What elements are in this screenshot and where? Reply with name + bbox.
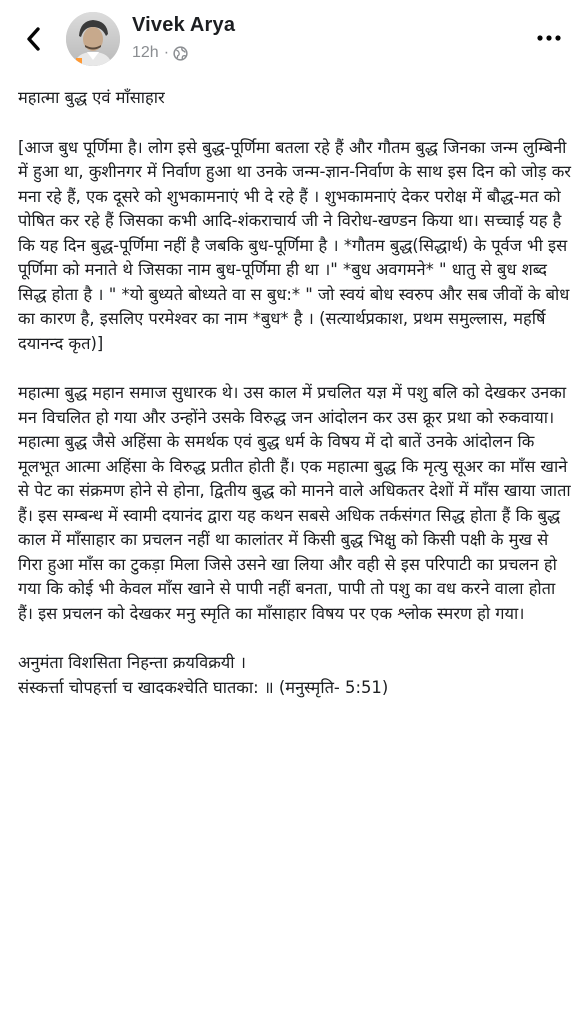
post-header (0, 0, 586, 76)
profile-photo (66, 12, 120, 66)
verse-line-2: संस्कर्त्ता चोपहर्त्ता च खादकश्चेति घातका: ॥ (मनुस्मृति- 5:51) (18, 677, 389, 697)
more-options-button[interactable] (534, 26, 564, 50)
avatar[interactable] (66, 12, 120, 66)
meta-separator: · (163, 44, 170, 61)
post-paragraph-1: [आज बुध पूर्णिमा है। लोग इसे बुद्ध-पूर्णिमा बतला रहे हैं और गौतम बुद्ध जिनका जन्म लुम्बिनी में हुआ था, कुशीनगर में निर्वाण हुआ था उनके जन्म-ज्ञान-निर्वाण के साथ इस दिन को जोड़ कर मना रहे हैं, एक दूसरे को शुभकामनाएं भी दे रहे हैं । शुभकामनाएं देकर परोक्ष में बौद्ध-मत को पोषित कर रहे हैं जिसका कभी आदि-शंकराचार्य जी ने विरोध-खण्डन किया था। सच्चाई यह है कि यह दिन बुद्ध-पूर्णिमा नहीं है जबकि बुध-पूर्णिमा है । *गौतम बुद्ध(सिद्धार्थ) के पूर्वज भी इस पूर्णिमा को मनाते थे जिसका नाम बुध-पूर्णिमा ही था ।" *बुध अवगमने* " धातु से बुध शब्द सिद्ध होता है । " *यो बुध्यते बोध्यते वा स बुध:* " जो स्वयं बोध स्वरुप और सब जीवों के बोध का कारण है, इसलिए परमेश्वर का नाम *बुध* है । (सत्यार्थप्रकाश, प्रथम समुल्लास, महर्षि दयानन्द कृत)] (18, 137, 572, 353)
globe-icon (173, 46, 188, 61)
more-horizontal-icon (537, 35, 561, 41)
author-name[interactable]: Vivek Arya (132, 14, 236, 36)
post-meta (132, 44, 188, 62)
post-title: महात्मा बुद्ध एवं माँसाहार (18, 88, 165, 107)
post-body (18, 86, 574, 700)
chevron-left-icon (25, 26, 41, 52)
post-paragraph-2: महात्मा बुद्ध महान समाज सुधारक थे। उस काल में प्रचलित यज्ञ में पशु बलि को देखकर उनका मन विचलित हो गया और उन्होंने उसके विरुद्ध जन आंदोलन कर उस क्रूर प्रथा को रुकवाया। महात्मा बुद्ध जैसे अहिंसा के समर्थक एवं बुद्ध धर्म के विषय में दो बातें उनके आंदोलन कि मूलभूत आत्मा अहिंसा के विरुद्ध प्रतीत होती हैं। एक महात्मा बुद्ध कि मृत्यु सूअर का माँस खाने से पेट का संक्रमण होने से होना, द्वितीय बुद्ध को मानने वाले अधिकतर देशों में माँस खाया जाता हैं। इस सम्बन्ध में स्वामी दयानंद द्वारा यह कथन सबसे अधिक तर्कसंगत सिद्ध होता हैं कि बुद्ध काल में माँसाहार का प्रचलन नहीं था कालांतर में किसी बुद्ध भिक्षु को किसी पक्षी के मुख से गिरा हुआ माँस का टुकड़ा मिला जिसे उसने खा लिया और वही से इस परिपाटी का प्रचलन हो गया कि कोई भी केवल माँस खाने से पापी नहीं बनता, पापी तो पशु का वध करने वाला होता हैं। इस प्रचलन को देखकर मनु स्मृति का माँसाहार विषय पर एक श्लोक स्मरण हो गया। (18, 383, 571, 623)
post-timestamp[interactable]: 12h (132, 44, 159, 61)
verse-line-1: अनुमंता विशसिता निहन्ता क्रयविक्रयी । (18, 653, 246, 672)
back-button[interactable] (18, 22, 48, 56)
